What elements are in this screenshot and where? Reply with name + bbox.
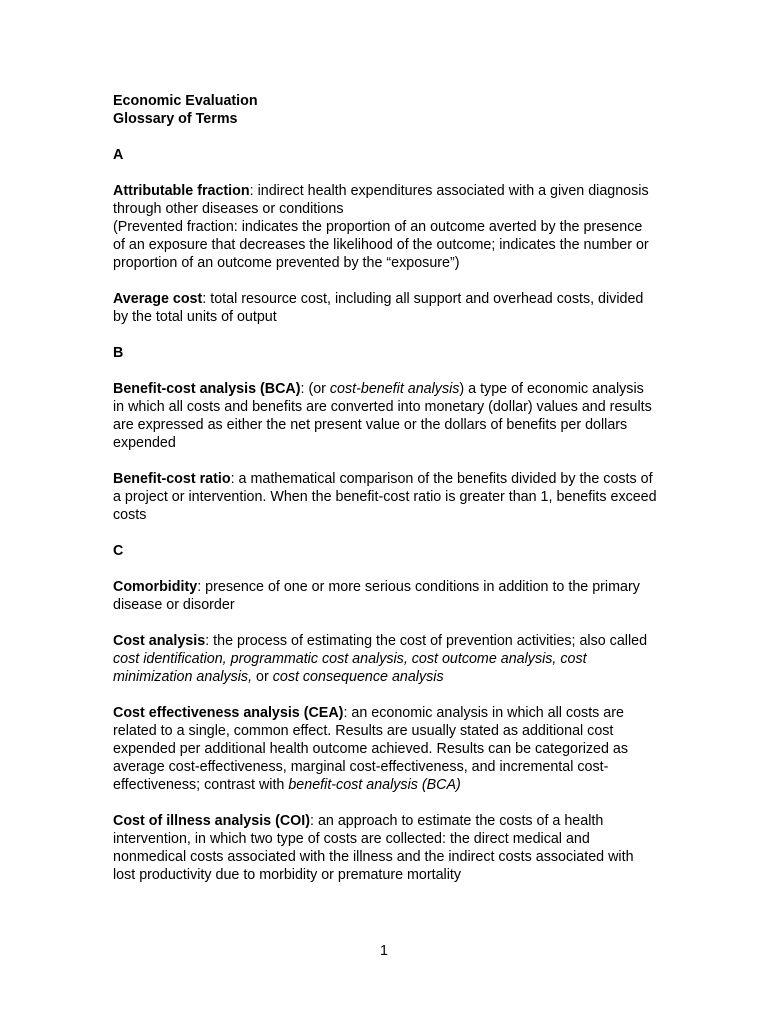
entry-definition: ) a type of economic analysis in which all costs and benefits are converted into monetary (dollar) values and results are expressed as either the net present value or the dollars of benefits per dollars expended [113, 381, 652, 451]
entry-cross-reference: benefit-cost analysis (BCA) [288, 777, 461, 793]
entry-alternate-term: cost consequence analysis [272, 669, 444, 685]
entry-text [113, 704, 658, 794]
entry-term: Attributable fraction [113, 183, 250, 199]
entry-text [113, 578, 658, 614]
glossary-entry-attributable-fraction [113, 182, 658, 272]
entry-term: Average cost [113, 291, 203, 307]
entry-text [113, 470, 658, 524]
entry-definition: presence of one or more serious conditions in addition to the primary disease or disorder [113, 579, 640, 613]
entry-text [113, 812, 658, 884]
entry-note: (Prevented fraction: indicates the proportion of an outcome averted by the presence of an exposure that decreases the likelihood of the outcome; indicates the number or proportion of an outcome prevented by the “exposure”) [113, 219, 649, 271]
entry-definition: total resource cost, including all support and overhead costs, divided by the total units of output [113, 291, 644, 325]
entry-text [113, 632, 658, 686]
entry-definition: the process of estimating the cost of prevention activities; also called [213, 633, 648, 649]
entry-term: Cost analysis [113, 633, 206, 649]
entry-definition: a mathematical comparison of the benefits divided by the costs of a project or intervention. When the benefit-cost ratio is greater than 1, benefits exceed costs [113, 471, 657, 523]
entry-definition: an economic analysis in which all costs are related to a single, common effect. Results are usually stated as additional cost expended per additional health outcome achieved. Results can be categorized as average cost-effectiveness, marginal cost-effectiveness, and incremental cost-effectiveness; contrast with [113, 705, 629, 793]
entry-separator: : [310, 813, 318, 829]
page-number: 1 [380, 943, 388, 959]
entry-separator: : (or [300, 381, 330, 397]
entry-definition: an approach to estimate the costs of a health intervention, in which two type of costs are collected: the direct medical and nonmedical costs associated with the illness and the indirect costs associated with lost productivity due to morbidity or premature mortality [113, 813, 634, 883]
glossary-entry-comorbidity [113, 578, 658, 614]
document-title: Economic Evaluation [113, 93, 258, 109]
entry-text [113, 182, 658, 218]
entry-term: Comorbidity [113, 579, 198, 595]
entry-separator: : [230, 471, 239, 487]
glossary-entry-cost-analysis [113, 632, 658, 686]
entry-separator: : [343, 705, 352, 721]
entry-separator: : [249, 183, 258, 199]
entry-text [113, 380, 658, 452]
document-subtitle: Glossary of Terms [113, 111, 238, 127]
entry-separator: : [197, 579, 206, 595]
entry-definition: indirect health expenditures associated with a given diagnosis through other diseases or conditions [113, 183, 649, 217]
entry-term: Cost effectiveness analysis (CEA) [113, 705, 344, 721]
section-letter-b: B [113, 345, 124, 361]
entry-separator: : [205, 633, 214, 649]
entry-separator: : [202, 291, 211, 307]
entry-text [113, 290, 658, 326]
document-page [113, 92, 658, 902]
entry-term: Benefit-cost analysis (BCA) [113, 381, 301, 397]
glossary-entry-benefit-cost-analysis [113, 380, 658, 452]
glossary-entry-benefit-cost-ratio [113, 470, 658, 524]
document-header [113, 92, 658, 128]
entry-alternate-terms: cost identification, programmatic cost analysis, cost outcome analysis, cost minimization analysis, [113, 651, 587, 685]
entry-term: Cost of illness analysis (COI) [113, 813, 311, 829]
entry-conjunction: or [252, 669, 273, 685]
section-letter-a: A [113, 147, 124, 163]
glossary-entry-cost-effectiveness-analysis [113, 704, 658, 794]
entry-alternate-term: cost-benefit analysis [329, 381, 460, 397]
section-letter-c: C [113, 543, 124, 559]
glossary-entry-average-cost [113, 290, 658, 326]
glossary-entry-cost-of-illness-analysis [113, 812, 658, 884]
entry-term: Benefit-cost ratio [113, 471, 231, 487]
